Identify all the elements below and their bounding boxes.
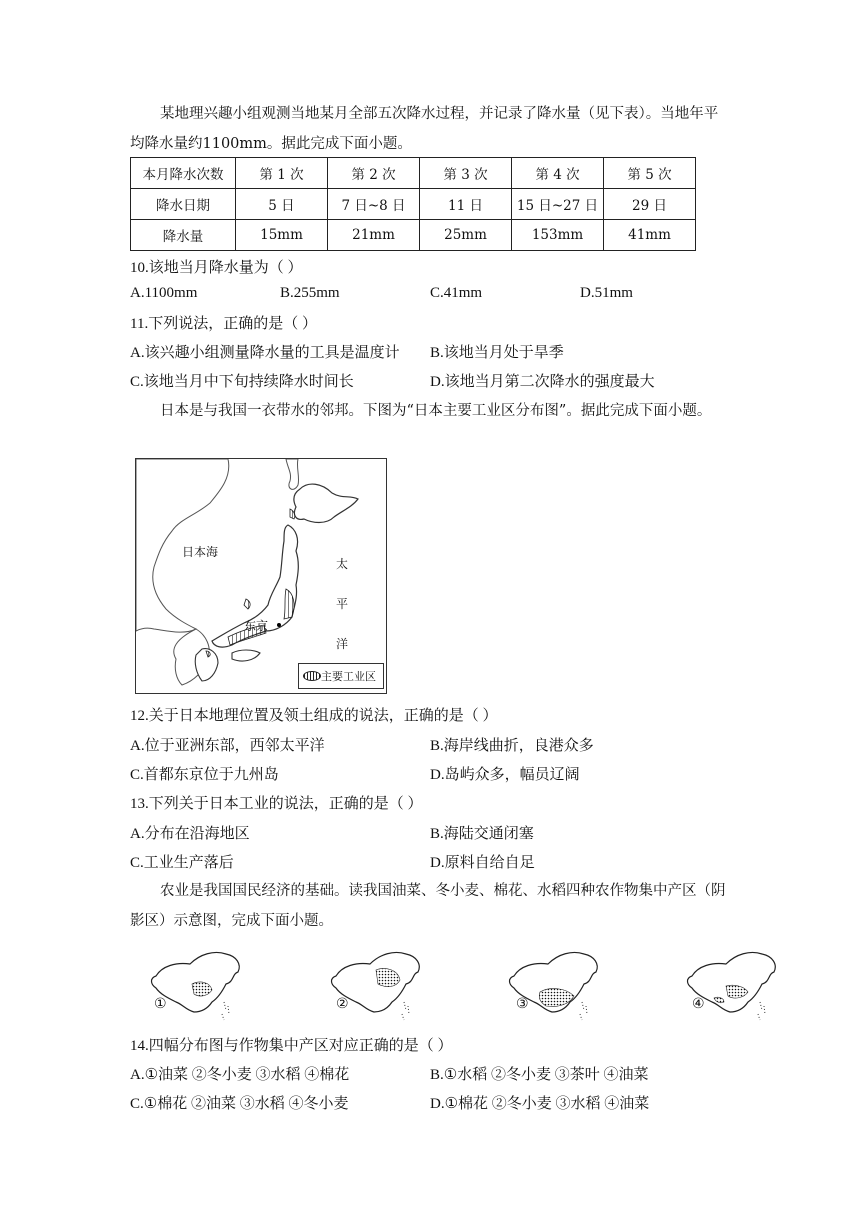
tokyo-label: 东京 — [244, 619, 269, 633]
table-header-cell: 第 3 次 — [420, 158, 512, 189]
map-legend — [298, 663, 384, 689]
sea-of-japan-label: 日本海 — [182, 545, 219, 559]
q10-option-b[interactable]: B.255mm — [280, 285, 340, 301]
table-header-cell: 第 1 次 — [236, 158, 328, 189]
table-cell: 21mm — [328, 220, 420, 251]
table-cell: 降水量 — [131, 220, 236, 251]
table-header-cell: 第 5 次 — [604, 158, 696, 189]
japan-industry-map — [135, 458, 387, 694]
q11-option-b[interactable]: B.该地当月处于旱季 — [430, 345, 564, 361]
q12-option-c[interactable]: C.首都东京位于九州岛 — [130, 767, 279, 783]
table-cell: 降水日期 — [131, 189, 236, 220]
table-cell: 25mm — [420, 220, 512, 251]
map-number-1: ① — [154, 996, 167, 1012]
q13-option-d[interactable]: D.原料自给自足 — [430, 855, 535, 871]
table-cell: 5 日 — [236, 189, 328, 220]
q14-option-b[interactable]: B.①水稻 ②冬小麦 ③茶叶 ④油菜 — [430, 1067, 649, 1083]
map-number-3: ③ — [516, 996, 529, 1012]
question-12-stem: 12.关于日本地理位置及领土组成的说法，正确的是（ ） — [130, 708, 498, 724]
table-row — [131, 189, 696, 220]
japan-map-drawing — [136, 459, 386, 693]
passage-japan: 日本是与我国一衣带水的邻邦。下图为“日本主要工业区分布图”。据此完成下面小题。 — [160, 403, 712, 419]
industrial-zone-hokuriku — [244, 599, 250, 609]
q11-option-a[interactable]: A.该兴趣小组测量降水量的工具是温度计 — [130, 345, 400, 361]
table-cell: 7 日~8 日 — [328, 189, 420, 220]
table-cell: 153mm — [512, 220, 604, 251]
table-header-cell: 第 4 次 — [512, 158, 604, 189]
table-cell: 15mm — [236, 220, 328, 251]
q14-option-c[interactable]: C.①棉花 ②油菜 ③水稻 ④冬小麦 — [130, 1096, 349, 1112]
china-map-4 — [674, 940, 784, 1022]
china-map-3 — [496, 940, 606, 1022]
pacific-label-char-1: 太 — [336, 557, 349, 571]
q14-option-d[interactable]: D.①棉花 ②冬小麦 ③水稻 ④油菜 — [430, 1096, 650, 1112]
q12-option-d[interactable]: D.岛屿众多，幅员辽阔 — [430, 767, 580, 783]
china-map-4-drawing — [674, 940, 784, 1022]
q12-option-b[interactable]: B.海岸线曲折，良港众多 — [430, 738, 594, 754]
q13-option-a[interactable]: A.分布在沿海地区 — [130, 826, 250, 842]
q13-option-c[interactable]: C.工业生产落后 — [130, 855, 234, 871]
table-cell: 15 日~27 日 — [512, 189, 604, 220]
china-map-2 — [318, 940, 428, 1022]
hokkaido-island — [294, 484, 358, 522]
sakhalin-island — [286, 459, 299, 489]
legend-hatch-icon — [303, 671, 321, 681]
china-map-1 — [138, 940, 248, 1022]
table-cell: 41mm — [604, 220, 696, 251]
tokyo-dot — [277, 623, 281, 627]
question-11-stem: 11.下列说法，正确的是（ ） — [130, 316, 317, 332]
table-header-cell: 第 2 次 — [328, 158, 420, 189]
question-10-stem: 10.该地当月降水量为（ ） — [130, 260, 303, 276]
passage-agriculture: 农业是我国国民经济的基础。读我国油菜、冬小麦、棉花、水稻四种农作物集中产区（阴影区）示意图，完成下面小题。 — [130, 883, 726, 929]
table-cell: 29 日 — [604, 189, 696, 220]
question-13-stem: 13.下列关于日本工业的说法，正确的是（ ） — [130, 796, 423, 812]
china-map-2-drawing — [318, 940, 428, 1022]
q10-option-d[interactable]: D.51mm — [580, 285, 633, 301]
table-header-cell: 本月降水次数 — [131, 158, 236, 189]
legend-label: 主要工业区 — [321, 670, 376, 683]
q12-option-a[interactable]: A.位于亚洲东部，西邻太平洋 — [130, 738, 325, 754]
rainfall-table — [130, 157, 696, 251]
q10-option-c[interactable]: C.41mm — [430, 285, 483, 301]
table-row — [131, 220, 696, 251]
shikoku-island — [232, 650, 260, 661]
table-cell: 11 日 — [420, 189, 512, 220]
q11-option-d[interactable]: D.该地当月第二次降水的强度最大 — [430, 374, 655, 390]
china-map-3-drawing — [496, 940, 606, 1022]
q14-option-a[interactable]: A.①油菜 ②冬小麦 ③水稻 ④棉花 — [130, 1067, 350, 1083]
table-header-row — [131, 158, 696, 189]
pacific-label-char-2: 平 — [336, 597, 349, 611]
passage-rainfall: 某地理兴趣小组观测当地某月全部五次降水过程，并记录了降水量（见下表）。当地年平均降水量约1100mm。据此完成下面小题。 — [130, 106, 719, 152]
q13-option-b[interactable]: B.海陆交通闭塞 — [430, 826, 534, 842]
q10-option-a[interactable]: A.1100mm — [130, 285, 198, 301]
q11-option-c[interactable]: C.该地当月中下旬持续降水时间长 — [130, 374, 354, 390]
pacific-label-char-3: 洋 — [336, 637, 349, 651]
map-number-2: ② — [336, 996, 349, 1012]
map-number-4: ④ — [692, 996, 705, 1012]
question-14-stem: 14.四幅分布图与作物集中产区对应正确的是（ ） — [130, 1038, 453, 1054]
